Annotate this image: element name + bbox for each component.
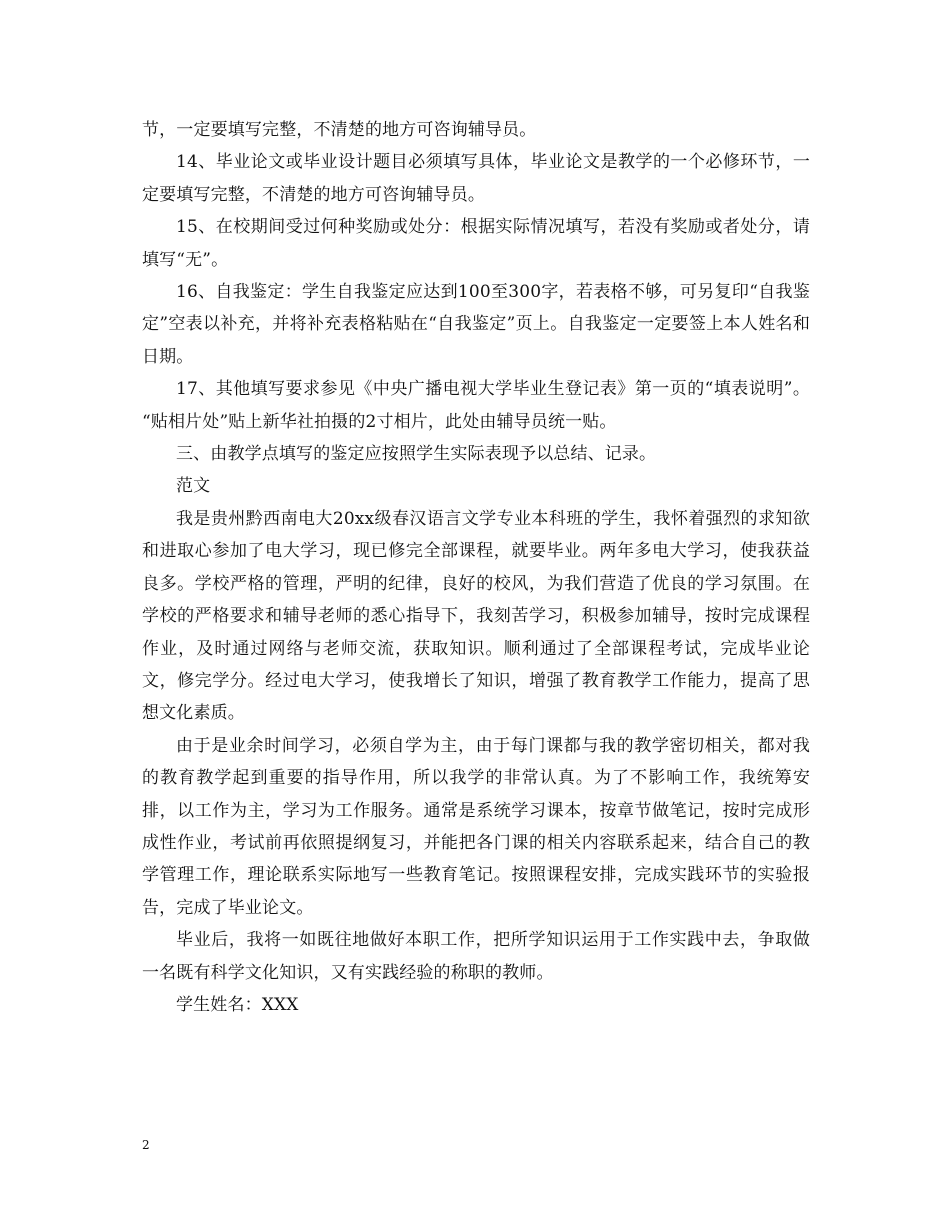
paragraph-item-17: 17、其他填写要求参见《中央广播电视大学毕业生登记表》第一页的“填表说明”。 “贴相片处”贴上新华社拍摄的2寸相片，此处由辅导员统一贴。 (142, 379, 810, 432)
paragraph-section-three: 三、由教学点填写的鉴定应按照学生实际表现予以总结、记录。 (176, 444, 657, 465)
sample-heading: 范文 (176, 476, 211, 497)
paragraph-item-15: 15、在校期间受过何种奖励或处分：根据实际情况填写，若没有奖励或者处分，请填写“无”。 (142, 217, 810, 270)
sample-paragraph-intro: 我是贵州黔西南电大20xx级春汉语言文学专业本科班的学生，我怀着强烈的求知欲和进取心参加了电大学习，现已修完全部课程，就要毕业。两年多电大学习，使我获益良多。学校严格的管理，严明的纪律，良好的校风，为我们营造了优良的学习氛围。在学校的严格要求和辅导老师的悉心指导下，我刻苦学习，积极参加辅导，按时完成课程作业，及时通过网络与老师交流，获取知识。顺利通过了全部课程考试，完成毕业论文，修完学分。经过电大学习，使我增长了知识，增强了教育教学工作能力，提高了思想文化素质。 (142, 508, 810, 724)
paragraph-continuation: 节，一定要填写完整，不清楚的地方可咨询辅导员。 (142, 120, 537, 140)
document-body (142, 114, 810, 1021)
sample-paragraph-study: 由于是业余时间学习，必须自学为主，由于每门课都与我的教学密切相关，都对我的教育教学起到重要的指导作用，所以我学的非常认真。为了不影响工作，我统筹安排，以工作为主，学习为工作服务。通常是系统学习课本，按章节做笔记，按时完成形成性作业，考试前再依照提纲复习，并能把各门课的相关内容联系起来，结合自己的教学管理工作，理论联系实际地写一些教育笔记。按照课程安排，完成实践环节的实验报告，完成了毕业论文。 (142, 735, 810, 918)
sample-paragraph-future: 毕业后，我将一如既往地做好本职工作，把所学知识运用于工作实践中去，争取做一名既有科学文化知识，又有实践经验的称职的教师。 (142, 930, 810, 983)
student-name-line: 学生姓名：XXX (176, 994, 299, 1015)
paragraph-item-16: 16、自我鉴定：学生自我鉴定应达到100至300字，若表格不够，可另复印“自我鉴定”空表以补充，并将补充表格粘贴在“自我鉴定”页上。自我鉴定一定要签上本人姓名和日期。 (142, 282, 810, 367)
paragraph-item-14: 14、毕业论文或毕业设计题目必须填写具体，毕业论文是教学的一个必修环节，一定要填写完整，不清楚的地方可咨询辅导员。 (142, 152, 810, 205)
page-number: 2 (142, 1138, 150, 1152)
